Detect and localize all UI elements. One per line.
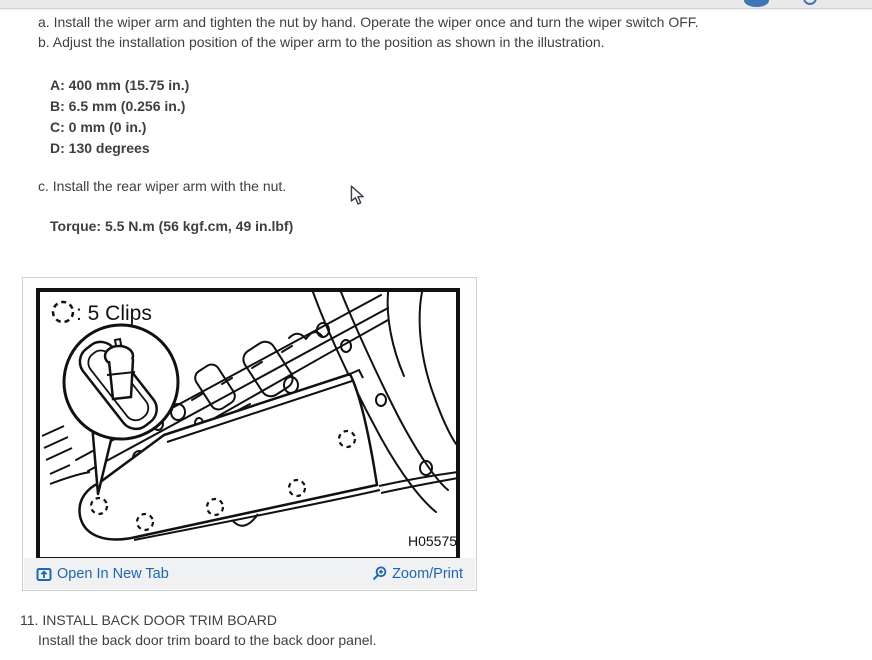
step-11-heading: 11. INSTALL BACK DOOR TRIM BOARD xyxy=(20,612,277,628)
figure-footer xyxy=(24,558,475,589)
measurement-c: C: 0 mm (0 in.) xyxy=(50,119,147,135)
open-in-new-tab-link[interactable] xyxy=(36,566,169,582)
zoom-print-link[interactable] xyxy=(371,566,463,582)
toolbar-icon-fragment-1[interactable] xyxy=(744,0,769,7)
instruction-step-a: a. Install the wiper arm and tighten the nut by hand. Operate the wiper once and turn the wiper switch OFF. xyxy=(38,14,699,30)
measurement-b: B: 6.5 mm (0.256 in.) xyxy=(50,98,186,114)
toolbar-icon-fragment-2[interactable] xyxy=(803,0,817,5)
zoom-print-label: Zoom/Print xyxy=(392,565,463,582)
measurement-a: A: 400 mm (15.75 in.) xyxy=(50,77,190,93)
zoom-in-icon xyxy=(371,566,387,582)
clips-legend-label: : 5 Clips xyxy=(76,302,152,325)
torque-spec: Torque: 5.5 N.m (56 kgf.cm, 49 in.lbf) xyxy=(50,218,294,234)
open-in-new-tab-label: Open In New Tab xyxy=(57,565,169,582)
instruction-step-c: c. Install the rear wiper arm with the nut. xyxy=(38,178,287,194)
figure-card xyxy=(22,277,477,591)
measurement-list xyxy=(50,75,189,159)
step-11-body: Install the back door trim board to the back door panel. xyxy=(38,632,377,648)
mouse-cursor xyxy=(350,185,365,206)
instruction-step-b: b. Adjust the installation position of the wiper arm to the position as shown in the illustration. xyxy=(38,34,605,50)
toolbar-strip xyxy=(0,0,872,9)
measurement-d: D: 130 degrees xyxy=(50,140,150,156)
open-in-new-tab-icon xyxy=(36,566,52,582)
figure-code: H05575 xyxy=(408,533,458,549)
figure-illustration[interactable] xyxy=(36,288,460,561)
